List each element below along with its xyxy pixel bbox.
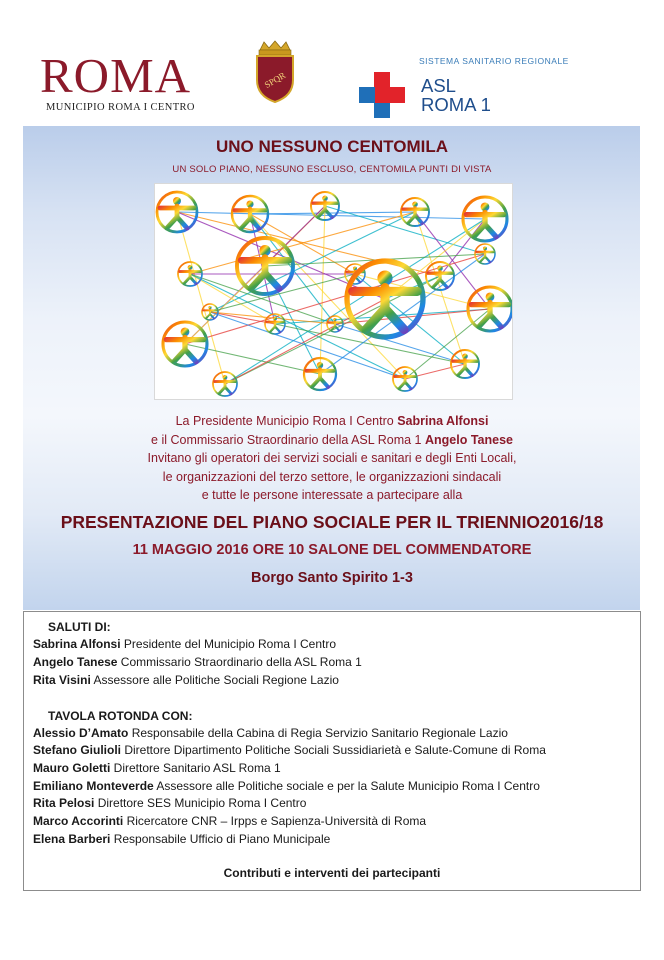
person-figure-icon (451, 350, 479, 378)
person-figure-icon (163, 322, 207, 366)
tavola-row: Rita Pelosi Direttore SES Municipio Roma I Centro (33, 796, 307, 810)
saluti-row: Rita Visini Assessore alle Politiche Sociali Regione Lazio (33, 673, 339, 687)
asl-name (421, 76, 491, 114)
crest-text: SPQR (262, 70, 288, 90)
host-name-alfonsi: Sabrina Alfonsi (397, 414, 489, 428)
tavola-row: Mauro Goletti Direttore Sanitario ASL Roma 1 (33, 761, 281, 775)
tavola-row: Marco Accorinti Ricercatore CNR – Irpps e Sapienza-Università di Roma (33, 814, 427, 828)
asl-roma1-logo (355, 52, 595, 122)
person-figure-icon (468, 287, 512, 331)
asl-name-line2: ROMA 1 (421, 94, 491, 115)
tavola-row: Alessio D’Amato Responsabile della Cabina di Regia Servizio Sanitario Regionale Lazio (33, 726, 508, 740)
asl-system-label: SISTEMA SANITARIO REGIONALE (419, 56, 569, 66)
person-figure-icon (304, 358, 336, 390)
invitation-line-5: e tutte le persone interessate a partecipare alla (201, 488, 463, 502)
person-figure-icon (393, 367, 417, 391)
event-date-line: 11 MAGGIO 2016 ORE 10 SALONE DEL COMMENDATORE (132, 542, 532, 558)
person-figure-icon (213, 372, 237, 396)
red-cross-icon (357, 70, 407, 120)
invitation-line-1: La Presidente Municipio Roma I Centro Sabrina Alfonsi (175, 414, 489, 428)
roma-municipio-logo (40, 48, 210, 113)
saluti-row: Angelo Tanese Commissario Straordinario della ASL Roma 1 (33, 655, 362, 669)
event-title: UNO NESSUNO CENTOMILA (215, 137, 449, 156)
network-link (250, 212, 415, 214)
network-people-illustration (154, 183, 513, 400)
tavola-rotonda-heading: TAVOLA ROTONDA CON: (48, 709, 193, 723)
invitation-text (0, 412, 664, 505)
invitation-line-4: le organizzazioni del terzo settore, le organizzazioni sindacali (162, 469, 502, 484)
invitation-line-2: e il Commissario Straordinario della ASL Roma 1 Angelo Tanese (151, 432, 513, 447)
network-people-icon (155, 184, 512, 399)
event-subtitle: UN SOLO PIANO, NESSUNO ESCLUSO, CENTOMILA PUNTI DI VISTA (172, 164, 492, 175)
presentation-headline: PRESENTAZIONE DEL PIANO SOCIALE PER IL TRIENNIO2016/18 (60, 512, 604, 532)
saluti-row: Sabrina Alfonsi Presidente del Municipio Roma I Centro (33, 637, 337, 651)
closing-note: Contributi e interventi dei partecipanti (223, 866, 441, 880)
network-link (225, 219, 485, 384)
spqr-crest-icon (250, 40, 300, 104)
tavola-row: Stefano Giulioli Direttore Dipartimento Politiche Sociali Sussidiarietà e Salute-Comune di Roma (33, 743, 546, 757)
roma-logo-subtitle: MUNICIPIO ROMA I CENTRO (46, 102, 195, 113)
invitation-line-3: Invitano gli operatori dei servizi sociali e sanitari e degli Enti Locali, (147, 451, 517, 465)
tavola-row: Elena Barberi Responsabile Ufficio di Piano Municipale (33, 832, 331, 846)
host-name-tanese: Angelo Tanese (424, 432, 513, 447)
saluti-heading: SALUTI DI: (48, 620, 111, 634)
tavola-row: Emiliano Monteverde Assessore alle Politiche sociale e per la Salute Municipio Roma I Centro (33, 779, 540, 793)
event-address: Borgo Santo Spirito 1-3 (251, 570, 413, 586)
asl-name-line1: ASL (421, 75, 456, 96)
roma-logo-word: ROMA (40, 48, 192, 103)
person-figure-icon (426, 262, 454, 290)
